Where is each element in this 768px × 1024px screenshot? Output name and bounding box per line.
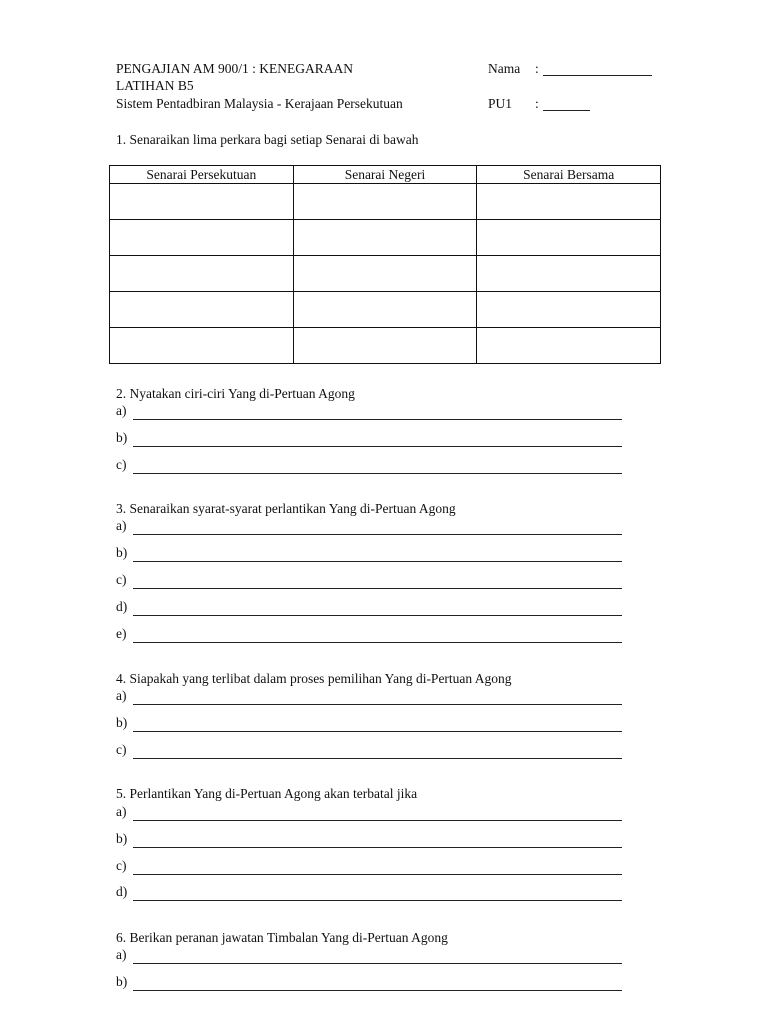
- table-row: [110, 220, 661, 256]
- answer-cell[interactable]: [477, 328, 661, 364]
- answer-cell[interactable]: [293, 292, 477, 328]
- senarai-table: [109, 165, 661, 364]
- answer-cell[interactable]: [110, 184, 294, 220]
- class-separator: :: [535, 96, 539, 111]
- item-label: c): [116, 858, 127, 873]
- topic-title: Sistem Pentadbiran Malaysia - Kerajaan Persekutuan: [116, 96, 403, 111]
- name-separator: :: [535, 61, 539, 76]
- answer-line[interactable]: [116, 741, 622, 759]
- answer-line[interactable]: [116, 687, 622, 705]
- item-label: a): [116, 403, 127, 418]
- answer-cell[interactable]: [477, 256, 661, 292]
- item-label: b): [116, 715, 128, 730]
- column-header-persekutuan: Senarai Persekutuan: [110, 166, 294, 184]
- answer-line[interactable]: [116, 456, 622, 474]
- item-label: a): [116, 518, 127, 533]
- question-1: 1. Senaraikan lima perkara bagi setiap Senarai di bawah: [116, 132, 419, 147]
- question-3: 3. Senaraikan syarat-syarat perlantikan Yang di-Pertuan Agong: [116, 501, 456, 516]
- class-label: PU1: [488, 96, 513, 111]
- answer-cell[interactable]: [293, 328, 477, 364]
- item-label: a): [116, 688, 127, 703]
- class-field[interactable]: [543, 98, 590, 111]
- item-label: d): [116, 884, 128, 899]
- answer-line[interactable]: [116, 946, 622, 964]
- table-row: [110, 292, 661, 328]
- item-label: e): [116, 626, 127, 641]
- item-label: d): [116, 599, 128, 614]
- item-label: b): [116, 831, 128, 846]
- answer-cell[interactable]: [477, 184, 661, 220]
- answer-line[interactable]: [116, 883, 622, 901]
- item-label: c): [116, 457, 127, 472]
- name-label: Nama: [488, 61, 521, 76]
- answer-line[interactable]: [116, 571, 622, 589]
- answer-line[interactable]: [116, 429, 622, 447]
- column-header-negeri: Senarai Negeri: [293, 166, 477, 184]
- item-label: c): [116, 742, 127, 757]
- answer-cell[interactable]: [110, 328, 294, 364]
- answer-cell[interactable]: [477, 292, 661, 328]
- name-field[interactable]: [543, 63, 652, 76]
- item-label: c): [116, 572, 127, 587]
- answer-cell[interactable]: [293, 220, 477, 256]
- item-label: a): [116, 947, 127, 962]
- answer-line[interactable]: [116, 803, 622, 821]
- answer-line[interactable]: [116, 625, 622, 643]
- answer-line[interactable]: [116, 857, 622, 875]
- answer-cell[interactable]: [293, 256, 477, 292]
- exercise-title: LATIHAN B5: [116, 78, 194, 93]
- answer-line[interactable]: [116, 830, 622, 848]
- table-row: [110, 328, 661, 364]
- answer-line[interactable]: [116, 517, 622, 535]
- table-row: [110, 256, 661, 292]
- answer-line[interactable]: [116, 544, 622, 562]
- question-2: 2. Nyatakan ciri-ciri Yang di-Pertuan Agong: [116, 386, 355, 401]
- question-6: 6. Berikan peranan jawatan Timbalan Yang di-Pertuan Agong: [116, 930, 448, 945]
- answer-line[interactable]: [116, 598, 622, 616]
- item-label: a): [116, 804, 127, 819]
- course-title: PENGAJIAN AM 900/1 : KENEGARAAN: [116, 61, 354, 76]
- question-4: 4. Siapakah yang terlibat dalam proses pemilihan Yang di-Pertuan Agong: [116, 671, 512, 686]
- answer-cell[interactable]: [293, 184, 477, 220]
- item-label: b): [116, 430, 128, 445]
- answer-line[interactable]: [116, 402, 622, 420]
- answer-line[interactable]: [116, 714, 622, 732]
- column-header-bersama: Senarai Bersama: [477, 166, 661, 184]
- question-5: 5. Perlantikan Yang di-Pertuan Agong akan terbatal jika: [116, 786, 418, 801]
- answer-cell[interactable]: [110, 256, 294, 292]
- answer-cell[interactable]: [110, 292, 294, 328]
- answer-cell[interactable]: [477, 220, 661, 256]
- table-row: [110, 184, 661, 220]
- item-label: b): [116, 545, 128, 560]
- answer-cell[interactable]: [110, 220, 294, 256]
- item-label: b): [116, 974, 128, 989]
- answer-line[interactable]: [116, 973, 622, 991]
